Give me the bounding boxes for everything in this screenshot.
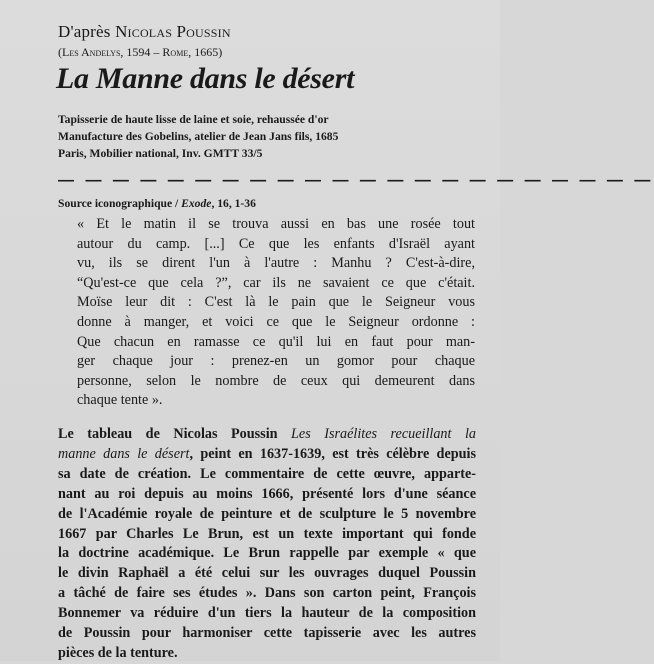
- painting-title-part1: Les Israélites recueillant la: [291, 426, 476, 442]
- source-label: Source iconographique /: [58, 197, 182, 210]
- body-line2-text: , peint en 1637-1639, est très célèbre depuis: [189, 445, 476, 462]
- quote-line: Que chacun en ramasse ce qu'il lui en faut pour man-: [77, 333, 475, 350]
- body-line: pièces de la tenture.: [58, 644, 178, 661]
- artist-origin: (Les Andelys, 1594 – Rome, 1665): [58, 45, 223, 59]
- attribution-prefix: D'après: [58, 22, 116, 41]
- artwork-title: La Manne dans le désert: [56, 62, 355, 95]
- quote-line: donne à manger, et voici ce que le Seigneur ordonne :: [77, 313, 475, 330]
- quote-line: « Et le matin il se trouva aussi en bas une rosée tout: [77, 216, 475, 232]
- body-line: Bonnemer va réduire d'un tiers la hauteur de la composition: [58, 605, 476, 622]
- metadata-medium: Tapisserie de haute lisse de laine et soie, rehaussée d'or: [58, 113, 329, 126]
- quote-line: personne, selon le nombre de ceux qui demeurent dans: [77, 372, 475, 389]
- quote-line: autour du camp. [...] Ce que les enfants d'Israël ayant: [77, 235, 475, 252]
- dashed-divider: — — — — — — — — — — — — — — — — — — — — — —: [58, 172, 654, 189]
- body-line: la doctrine académique. Le Brun rappelle par exemple « que: [58, 545, 476, 562]
- body-line: [58, 445, 476, 465]
- body-line: sa date de création. Le commentaire de cette œuvre, apparte-: [58, 465, 476, 482]
- body-line: 1667 par Charles Le Brun, est un texte important qui fonde: [58, 525, 476, 542]
- metadata-manufacture: Manufacture des Gobelins, atelier de Jean Jans fils, 1685: [58, 130, 339, 143]
- body-line: nant au roi depuis au moins 1666, présenté lors d'une séance: [58, 485, 476, 502]
- source-book: Exode: [181, 197, 212, 210]
- body-line: le divin Raphaël a été celui sur les ouvrages duquel Poussin: [58, 565, 476, 582]
- source-ref: , 16, 1-36: [211, 197, 256, 210]
- artwork-metadata: [58, 111, 338, 162]
- quote-line: vu, ils se dirent l'un à l'autre : Manhu ? C'est-à-dire,: [77, 255, 475, 272]
- artist-name: Nicolas Poussin: [115, 22, 231, 41]
- body-line: a tâché de faire ses études ». Dans son carton peint, François: [58, 585, 476, 602]
- scripture-quote: [77, 215, 475, 411]
- metadata-collection: Paris, Mobilier national, Inv. GMTT 33/5: [58, 147, 263, 160]
- artist-attribution: [58, 22, 231, 42]
- quote-line: Moïse leur dit : C'est là le pain que le Seigneur vous: [77, 294, 475, 311]
- quote-line: “Qu'est-ce que cela ?”, car ils ne savaient ce que c'était.: [77, 274, 475, 291]
- body-line: de l'Académie royale de peinture et de sculpture le 5 novembre: [58, 505, 476, 522]
- body-line: [58, 425, 476, 445]
- commentary-paragraph: [58, 425, 476, 664]
- iconographic-source: [58, 197, 256, 210]
- body-line1-text: Le tableau de Nicolas Poussin: [58, 426, 292, 442]
- painting-title-part2: manne dans le désert: [58, 445, 190, 462]
- body-line: de Poussin pour harmoniser cette tapisserie avec les autres: [58, 625, 476, 642]
- quote-line: ger chaque jour : prenez-en un gomor pour chaque: [77, 353, 475, 370]
- quote-line: chaque tente ».: [77, 392, 163, 409]
